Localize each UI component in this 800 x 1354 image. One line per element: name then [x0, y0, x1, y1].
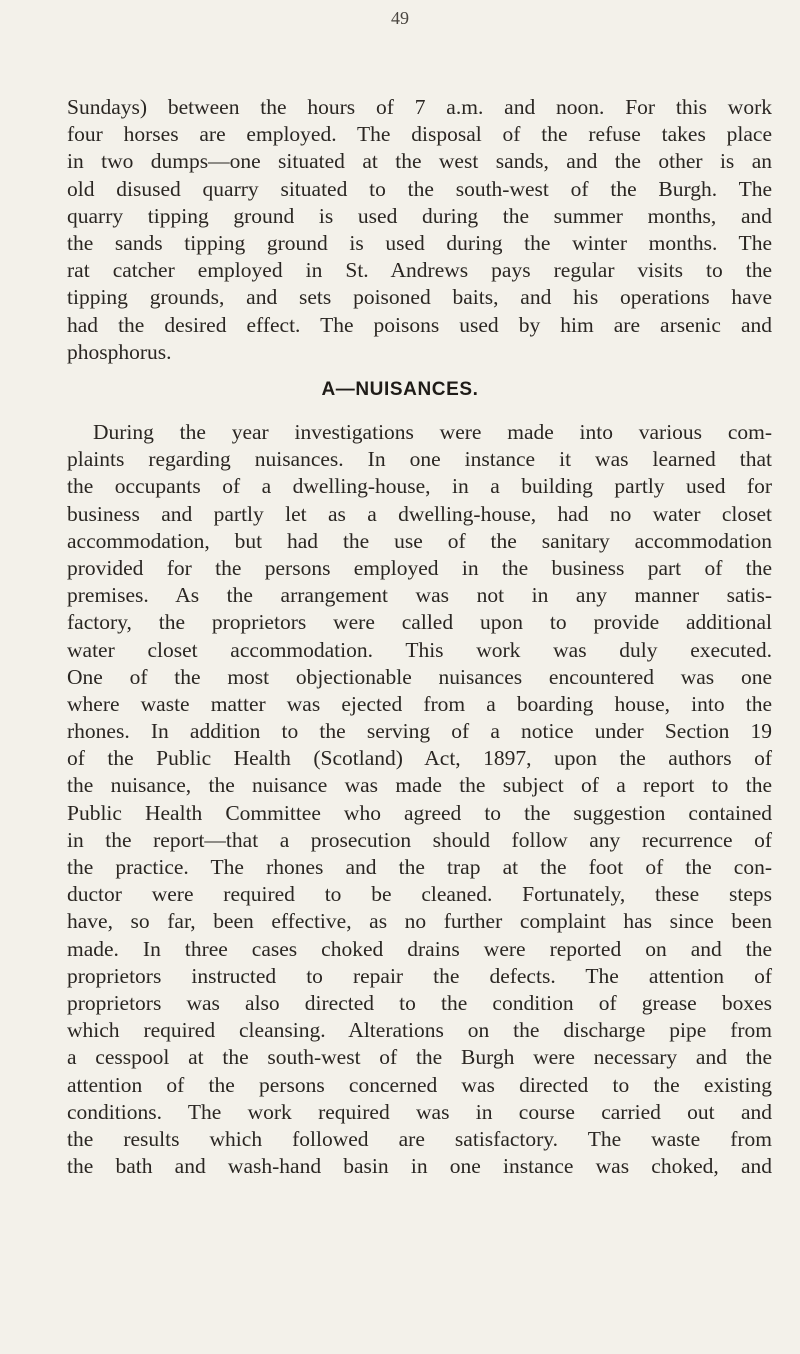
- text-line: the nuisance, the nuisance was made the subject of a report to the: [67, 773, 772, 798]
- text-line: which required cleansing. Alterations on the discharge pipe from: [67, 1018, 772, 1043]
- text-line: quarry tipping ground is used during the summer months, and: [67, 203, 772, 228]
- page-number: 49: [391, 8, 409, 28]
- text-line: the results which followed are satisfactory. The waste from: [67, 1126, 772, 1151]
- section-heading: A—NUISANCES.: [321, 379, 479, 400]
- text-line: the sands tipping ground is used during the winter months. The: [67, 230, 772, 255]
- text-line: in the report—that a prosecution should follow any recurrence of: [67, 827, 772, 852]
- text-line: plaints regarding nuisances. In one instance it was learned that: [67, 447, 772, 472]
- text-line: the practice. The rhones and the trap at the foot of the con-: [67, 855, 772, 879]
- text-line: rat catcher employed in St. Andrews pays regular visits to the: [67, 258, 772, 283]
- text-line: old disused quarry situated to the south-west of the Burgh. The: [67, 176, 772, 201]
- text-line: where waste matter was ejected from a boarding house, into the: [67, 691, 772, 716]
- text-line: conditions. The work required was in course carried out and: [67, 1099, 772, 1124]
- text-line: One of the most objectionable nuisances encountered was one: [67, 664, 772, 689]
- text-line: attention of the persons concerned was directed to the existing: [67, 1072, 772, 1097]
- paragraph-nuisances: [67, 419, 772, 1180]
- text-line: have, so far, been effective, as no further complaint has since been: [67, 909, 772, 934]
- paragraph-refuse-disposal: [67, 94, 772, 366]
- text-line: business and partly let as a dwelling-house, had no water closet: [67, 501, 772, 526]
- text-line: four horses are employed. The disposal of the refuse takes place: [67, 122, 772, 147]
- text-line: Sundays) between the hours of 7 a.m. and noon. For this work: [67, 95, 772, 119]
- text-line: During the year investigations were made into various com-: [93, 420, 772, 444]
- text-line: ductor were required to be cleaned. Fortunately, these steps: [67, 882, 772, 907]
- text-line: water closet accommodation. This work was duly executed.: [67, 637, 772, 662]
- text-line: premises. As the arrangement was not in any manner satis-: [67, 583, 772, 608]
- text-line: in two dumps—one situated at the west sands, and the other is an: [67, 149, 772, 174]
- text-line: made. In three cases choked drains were reported on and the: [67, 936, 772, 961]
- text-line: the occupants of a dwelling-house, in a building partly used for: [67, 474, 772, 499]
- text-line: proprietors was also directed to the condition of grease boxes: [67, 990, 772, 1015]
- text-line: the bath and wash-hand basin in one instance was choked, and: [67, 1154, 772, 1179]
- text-line: had the desired effect. The poisons used by him are arsenic and: [67, 312, 772, 337]
- text-line: rhones. In addition to the serving of a notice under Section 19: [67, 719, 772, 744]
- text-line: provided for the persons employed in the business part of the: [67, 555, 772, 580]
- text-line: a cesspool at the south-west of the Burgh were necessary and the: [67, 1045, 772, 1070]
- text-line: proprietors instructed to repair the defects. The attention of: [67, 963, 772, 988]
- text-line: phosphorus.: [67, 339, 172, 364]
- text-line: tipping grounds, and sets poisoned baits, and his operations have: [67, 285, 772, 310]
- text-line: of the Public Health (Scotland) Act, 1897, upon the authors of: [67, 746, 772, 771]
- text-line: accommodation, but had the use of the sanitary accommodation: [67, 528, 772, 553]
- text-line: Public Health Committee who agreed to the suggestion contained: [67, 800, 772, 825]
- text-line: factory, the proprietors were called upon to provide additional: [67, 610, 772, 635]
